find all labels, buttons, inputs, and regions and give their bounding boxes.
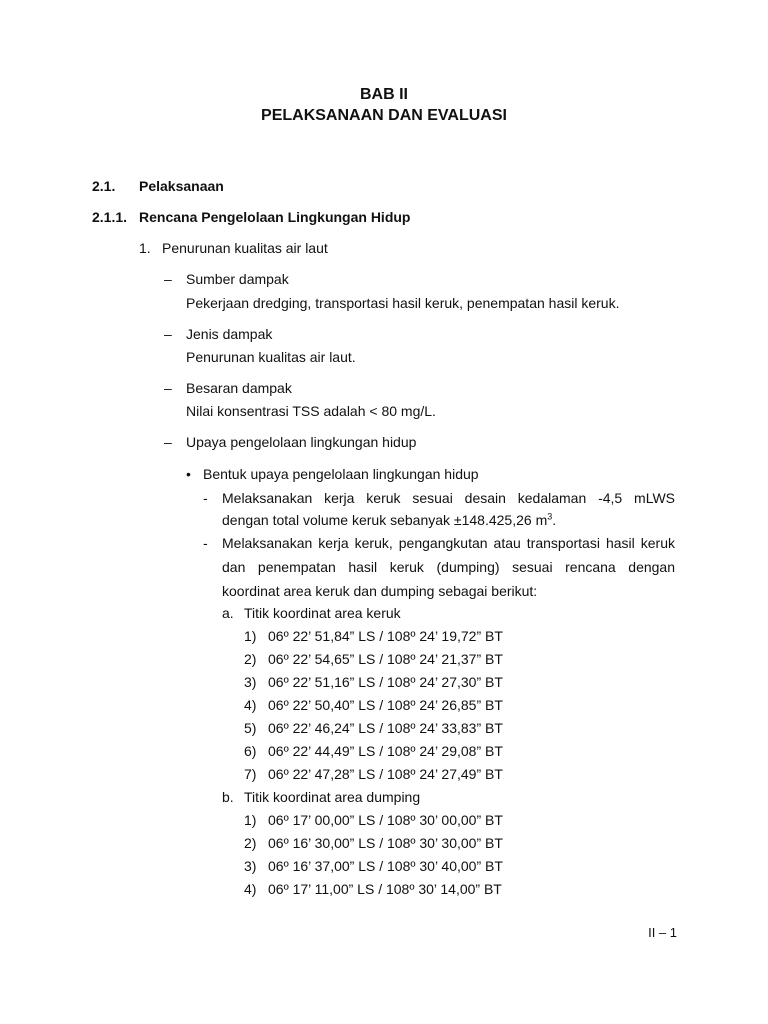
sumber-text: Pekerjaan dredging, transportasi hasil keruk, penempatan hasil keruk. xyxy=(186,295,620,311)
coord-value: 06º 22’ 51,84” LS / 108º 24’ 19,72” BT xyxy=(268,628,503,644)
coord-number: 4) xyxy=(244,697,257,713)
coord-number: 3) xyxy=(244,674,257,690)
coord-value: 06º 22’ 50,40” LS / 108º 24’ 26,85” BT xyxy=(268,697,503,713)
chapter-subtitle: PELAKSANAAN DAN EVALUASI xyxy=(261,107,507,124)
jenis-label: Jenis dampak xyxy=(186,326,273,342)
coord-number: 5) xyxy=(244,720,257,736)
sublist-label: a. xyxy=(222,605,234,621)
list-item-title: Penurunan kualitas air laut xyxy=(162,240,328,256)
list-number: 1. xyxy=(139,240,151,256)
coord-value: 06º 22’ 46,24” LS / 108º 24’ 33,83” BT xyxy=(268,720,503,736)
subsection-title: Rencana Pengelolaan Lingkungan Hidup xyxy=(139,209,411,225)
sublist-title: Titik koordinat area dumping xyxy=(244,789,421,805)
hyphen-marker: - xyxy=(203,490,208,506)
coord-number: 1) xyxy=(244,628,257,644)
section-title: Pelaksanaan xyxy=(139,178,224,194)
coord-value: 06º 22’ 47,28” LS / 108º 24’ 27,49” BT xyxy=(268,766,503,782)
action1-line2 xyxy=(222,512,556,528)
action2-line3: koordinat area keruk dan dumping sebagai berikut: xyxy=(222,583,538,599)
coord-number: 6) xyxy=(244,743,257,759)
coord-value: 06º 22’ 54,65” LS / 108º 24’ 21,37” BT xyxy=(268,651,503,667)
coord-value: 06º 16’ 37,00” LS / 108º 30’ 40,00” BT xyxy=(268,858,503,874)
subsection-number: 2.1.1. xyxy=(92,209,128,225)
upaya-label: Upaya pengelolaan lingkungan hidup xyxy=(186,434,417,450)
coord-value: 06º 16’ 30,00” LS / 108º 30’ 30,00” BT xyxy=(268,835,503,851)
section-number: 2.1. xyxy=(92,178,116,194)
coord-number: 7) xyxy=(244,766,257,782)
jenis-text: Penurunan kualitas air laut. xyxy=(186,349,356,365)
besaran-text: Nilai konsentrasi TSS adalah < 80 mg/L. xyxy=(186,403,436,419)
dash-marker: – xyxy=(164,434,172,450)
chapter-title: BAB II xyxy=(360,86,408,103)
coord-value: 06º 22’ 51,16” LS / 108º 24’ 27,30” BT xyxy=(268,674,503,690)
coord-number: 1) xyxy=(244,812,257,828)
bullet-text: Bentuk upaya pengelolaan lingkungan hidup xyxy=(203,466,479,482)
page-number: II – 1 xyxy=(648,925,677,940)
sumber-label: Sumber dampak xyxy=(186,271,289,287)
action1-line2-superscript: 3 xyxy=(547,511,553,522)
bullet-marker: • xyxy=(186,466,191,482)
sublist-title: Titik koordinat area keruk xyxy=(244,605,401,621)
action2-line2: dan penempatan hasil keruk (dumping) sesuai rencana dengan xyxy=(222,559,675,575)
action1-line2-end: . xyxy=(552,512,557,528)
besaran-label: Besaran dampak xyxy=(186,380,292,396)
action1-line1: Melaksanakan kerja keruk sesuai desain kedalaman -4,5 mLWS xyxy=(222,490,675,506)
dash-marker: – xyxy=(164,326,172,342)
action1-line2-main: dengan total volume keruk sebanyak ±148.425,26 m xyxy=(222,512,548,528)
action2-line1: Melaksanakan kerja keruk, pengangkutan atau transportasi hasil keruk xyxy=(222,535,675,551)
sublist-label: b. xyxy=(222,789,234,805)
coord-value: 06º 22’ 44,49” LS / 108º 24’ 29,08” BT xyxy=(268,743,503,759)
coord-number: 3) xyxy=(244,858,257,874)
dash-marker: – xyxy=(164,271,172,287)
coord-value: 06º 17’ 00,00” LS / 108º 30’ 00,00” BT xyxy=(268,812,503,828)
hyphen-marker: - xyxy=(203,535,208,551)
coord-number: 2) xyxy=(244,651,257,667)
dash-marker: – xyxy=(164,380,172,396)
coord-number: 4) xyxy=(244,881,257,897)
coord-value: 06º 17’ 11,00” LS / 108º 30’ 14,00” BT xyxy=(268,881,502,897)
coord-number: 2) xyxy=(244,835,257,851)
